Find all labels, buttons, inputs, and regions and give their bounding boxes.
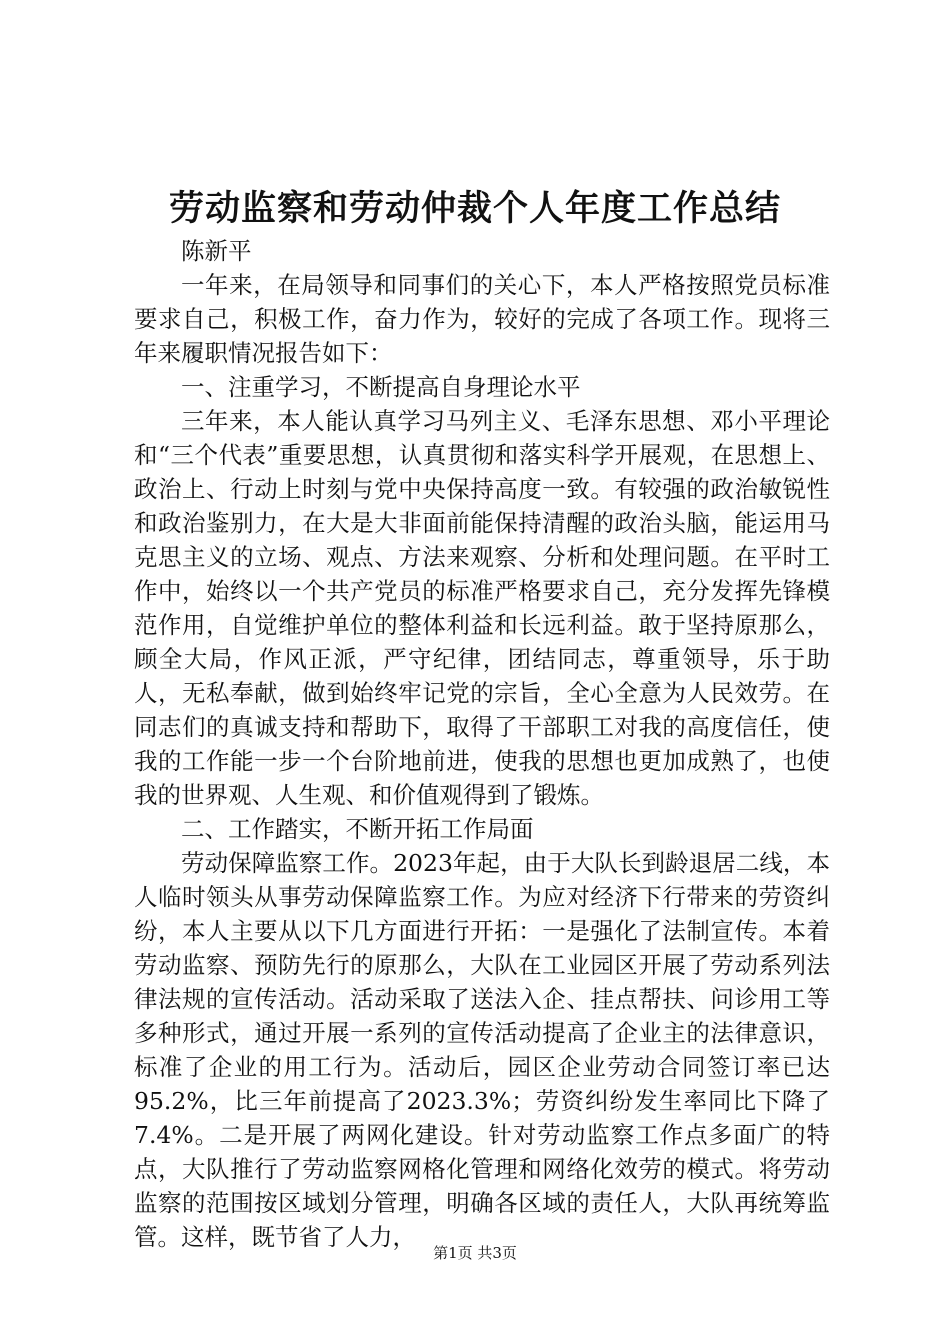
section-heading-1: 一、注重学习，不断提高自身理论水平 (181, 373, 581, 401)
document-title: 劳动监察和劳动仲裁个人年度工作总结 (168, 189, 781, 229)
author-line: 陈新平 (181, 237, 252, 265)
section-heading-2: 二、工作踏实，不断开拓工作局面 (181, 815, 534, 843)
paragraph-section-2: 劳动保障监察工作。2023年起，由于大队长到龄退居二线，本人临时领头从事劳动保障监察工作。为应对经济下行带来的劳资纠纷，本人主要从以下几方面进行开拓：一是强化了法制宣传。本着劳动监察、预防先行的原那么，大队在工业园区开展了劳动系列法律法规的宣传活动。活动采取了送法入企、挂点帮扶、问诊用工等多种形式，通过开展一系列的宣传活动提高了企业主的法律意识，标准了企业的用工行为。活动后，园区企业劳动合同签订率已达95.2%，比三年前提高了2023.3%；劳资纠纷发生率同比下降了7.4%。二是开展了两网化建设。针对劳动监察工作点多面广的特点，大队推行了劳动监察网格化管理和网络化效劳的模式。将劳动监察的范围按区域划分管理，明确各区域的责任人，大队再统筹监管。这样，既节省了人力， (134, 849, 830, 1251)
paragraph-section-1: 三年来，本人能认真学习马列主义、毛泽东思想、邓小平理论和“三个代表”重要思想，认真贯彻和落实科学开展观，在思想上、政治上、行动上时刻与党中央保持高度一致。有较强的政治敏锐性和政治鉴别力，在大是大非面前能保持清醒的政治头脑，能运用马克思主义的立场、观点、方法来观察、分析和处理问题。在平时工作中，始终以一个共产党员的标准严格要求自己，充分发挥先锋模范作用，自觉维护单位的整体利益和长远利益。敢于坚持原那么，顾全大局，作风正派，严守纪律，团结同志，尊重领导，乐于助人，无私奉献，做到始终牢记党的宗旨，全心全意为人民效劳。在同志们的真诚支持和帮助下，取得了干部职工对我的高度信任，使我的工作能一步一个台阶地前进，使我的思想也更加成熟了，也使我的世界观、人生观、和价值观得到了锻炼。 (134, 407, 830, 809)
page-number-footer: 第1页 共3页 (433, 1244, 517, 1262)
document-body (134, 234, 830, 1254)
paragraph-intro: 一年来，在局领导和同事们的关心下，本人严格按照党员标准要求自己，积极工作，奋力作为，较好的完成了各项工作。现将三年来履职情况报告如下： (134, 271, 830, 367)
